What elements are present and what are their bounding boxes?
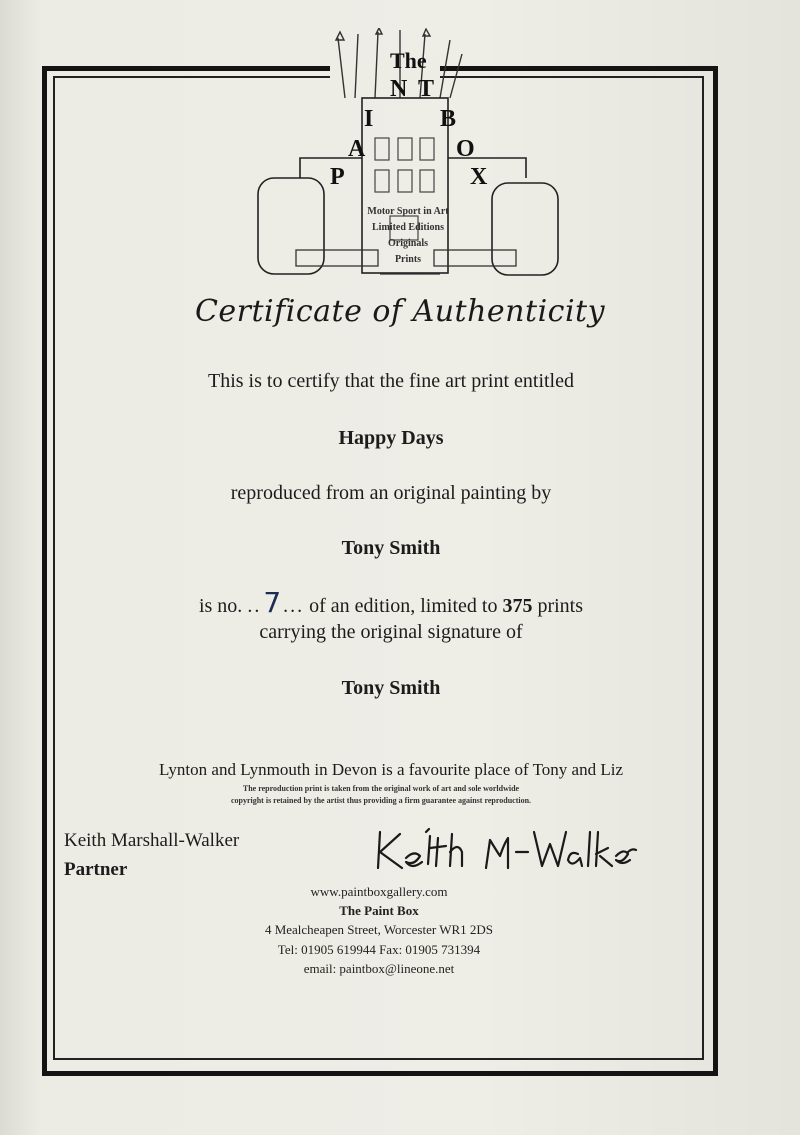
logo-tagline-4: Prints <box>394 254 422 265</box>
business-name: The Paint Box <box>339 903 419 918</box>
signature-line-text: carrying the original signature of <box>259 621 523 643</box>
handwritten-signature <box>368 818 638 878</box>
signed-by-name: Tony Smith <box>341 677 441 699</box>
artwork-title: Happy Days <box>338 427 444 449</box>
paint-box-logo <box>250 28 570 288</box>
website-link[interactable]: www.paintboxgallery.com <box>310 884 448 899</box>
logo-letter-p: P <box>330 164 345 190</box>
logo-tagline-1: Motor Sport in Art <box>367 206 449 217</box>
logo-letter-x: X <box>470 164 488 190</box>
phone-fax: Tel: 01905 619944 Fax: 01905 731394 <box>277 942 481 957</box>
edition-dots-left: .. <box>247 595 262 617</box>
logo-letter-i: I <box>364 106 374 132</box>
reproduced-text: reproduced from an original painting by <box>230 482 552 504</box>
edition-unit: prints <box>537 595 584 617</box>
signatory-name: Keith Marshall-Walker <box>64 830 240 851</box>
signatory-role: Partner <box>64 859 128 880</box>
certificate-title: Certificate of Authenticity <box>194 294 606 329</box>
edition-suffix: of an edition, limited to <box>309 595 498 617</box>
logo-letter-t: T <box>418 76 435 102</box>
painter-name: Tony Smith <box>341 537 441 559</box>
edition-limit: 375 <box>502 595 533 617</box>
note-text: Lynton and Lynmouth in Devon is a favourite place of Tony and Liz <box>158 760 623 779</box>
fine-print-1: The reproduction print is taken from the original work of art and sole worldwide <box>242 784 520 793</box>
logo-tagline-2: Limited Editions <box>372 222 444 233</box>
fine-print-2: copyright is retained by the artist thus providing a firm guarantee against reproduction. <box>230 796 532 805</box>
logo-letter-b: B <box>440 106 457 132</box>
edition-number: 7 <box>263 586 282 619</box>
edition-line <box>0 586 782 619</box>
intro-text: This is to certify that the fine art print entitled <box>207 370 574 392</box>
email-link[interactable]: email: paintbox@lineone.net <box>303 961 455 976</box>
edition-dots-right: ... <box>283 595 305 617</box>
logo-tagline-3: Originals <box>387 238 428 249</box>
edition-prefix: is no. <box>198 595 243 617</box>
logo-letter-n: N <box>390 76 408 102</box>
logo-letter-a: A <box>348 136 366 162</box>
logo-letter-o: O <box>456 136 475 162</box>
street-address: 4 Mealcheapen Street, Worcester WR1 2DS <box>264 922 494 937</box>
logo-letter-the: The <box>390 48 427 73</box>
